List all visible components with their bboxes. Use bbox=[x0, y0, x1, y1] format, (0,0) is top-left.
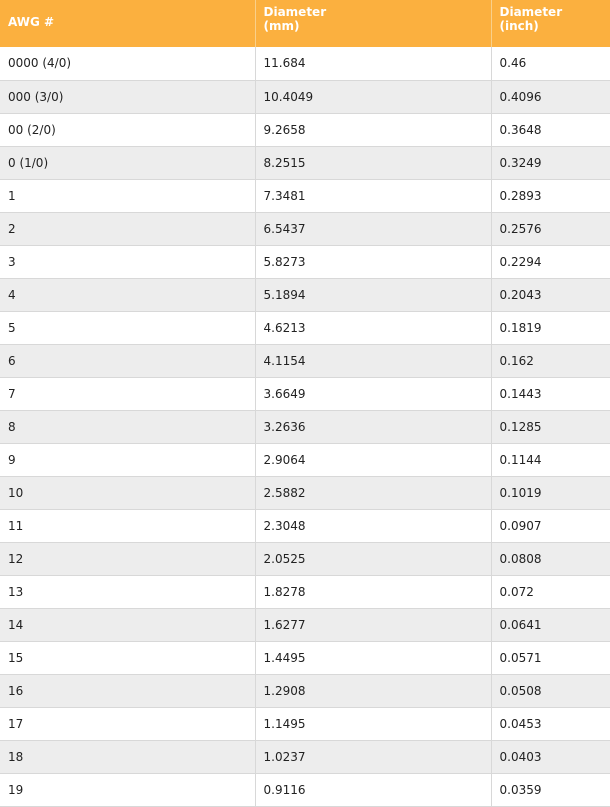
cell-diameter-inch: 0.1285 bbox=[491, 410, 610, 443]
cell-awg: 17 bbox=[0, 707, 255, 740]
cell-diameter-mm: 5.8273 bbox=[255, 245, 491, 278]
cell-awg: 10 bbox=[0, 476, 255, 509]
table-row bbox=[0, 179, 610, 212]
table-row bbox=[0, 278, 610, 311]
header-diameter-inch-line2: (inch) bbox=[499, 19, 539, 33]
cell-awg: 5 bbox=[0, 311, 255, 344]
cell-diameter-inch: 0.0359 bbox=[491, 773, 610, 806]
cell-diameter-inch: 0.0508 bbox=[491, 674, 610, 707]
cell-awg: 18 bbox=[0, 740, 255, 773]
table-row bbox=[0, 311, 610, 344]
table-row bbox=[0, 377, 610, 410]
cell-diameter-mm: 9.2658 bbox=[255, 113, 491, 146]
cell-diameter-inch: 0.1144 bbox=[491, 443, 610, 476]
cell-awg: 2 bbox=[0, 212, 255, 245]
table-row bbox=[0, 575, 610, 608]
cell-diameter-inch: 0.4096 bbox=[491, 80, 610, 113]
table-row bbox=[0, 641, 610, 674]
cell-awg: 3 bbox=[0, 245, 255, 278]
cell-awg: 11 bbox=[0, 509, 255, 542]
header-awg-label: AWG # bbox=[8, 14, 55, 29]
table-row bbox=[0, 476, 610, 509]
table-row bbox=[0, 608, 610, 641]
table-row bbox=[0, 80, 610, 113]
cell-awg: 4 bbox=[0, 278, 255, 311]
table-row bbox=[0, 146, 610, 179]
cell-diameter-inch: 0.0907 bbox=[491, 509, 610, 542]
cell-awg: 8 bbox=[0, 410, 255, 443]
cell-diameter-mm: 1.0237 bbox=[255, 740, 491, 773]
cell-diameter-inch: 0.2294 bbox=[491, 245, 610, 278]
table-row bbox=[0, 542, 610, 575]
cell-diameter-mm: 4.6213 bbox=[255, 311, 491, 344]
table-row bbox=[0, 344, 610, 377]
cell-awg: 16 bbox=[0, 674, 255, 707]
table-row bbox=[0, 509, 610, 542]
cell-diameter-mm: 1.4495 bbox=[255, 641, 491, 674]
table-row bbox=[0, 443, 610, 476]
cell-diameter-mm: 0.9116 bbox=[255, 773, 491, 806]
cell-diameter-inch: 0.3648 bbox=[491, 113, 610, 146]
cell-diameter-inch: 0.0403 bbox=[491, 740, 610, 773]
cell-diameter-mm: 6.5437 bbox=[255, 212, 491, 245]
cell-diameter-inch: 0.0571 bbox=[491, 641, 610, 674]
cell-awg: 19 bbox=[0, 773, 255, 806]
cell-diameter-inch: 0.0808 bbox=[491, 542, 610, 575]
header-diameter-mm-line2: (mm) bbox=[263, 19, 300, 33]
cell-diameter-inch: 0.2043 bbox=[491, 278, 610, 311]
table-row bbox=[0, 113, 610, 146]
cell-diameter-mm: 1.8278 bbox=[255, 575, 491, 608]
cell-diameter-inch: 0.0453 bbox=[491, 707, 610, 740]
table-row bbox=[0, 212, 610, 245]
table-header-row bbox=[0, 0, 610, 47]
cell-diameter-mm: 11.684 bbox=[255, 47, 491, 80]
cell-awg: 000 (3/0) bbox=[0, 80, 255, 113]
cell-diameter-mm: 8.2515 bbox=[255, 146, 491, 179]
table-row bbox=[0, 245, 610, 278]
cell-awg: 0 (1/0) bbox=[0, 146, 255, 179]
header-diameter-inch-line1: Diameter bbox=[499, 5, 563, 19]
cell-diameter-mm: 1.1495 bbox=[255, 707, 491, 740]
cell-diameter-inch: 0.1019 bbox=[491, 476, 610, 509]
cell-diameter-inch: 0.3249 bbox=[491, 146, 610, 179]
cell-diameter-mm: 10.4049 bbox=[255, 80, 491, 113]
table-row bbox=[0, 47, 610, 80]
header-diameter-mm-line1: Diameter bbox=[263, 5, 327, 19]
cell-diameter-inch: 0.1443 bbox=[491, 377, 610, 410]
cell-diameter-mm: 1.2908 bbox=[255, 674, 491, 707]
cell-diameter-inch: 0.162 bbox=[491, 344, 610, 377]
cell-diameter-mm: 2.9064 bbox=[255, 443, 491, 476]
cell-diameter-mm: 5.1894 bbox=[255, 278, 491, 311]
cell-diameter-inch: 0.2893 bbox=[491, 179, 610, 212]
cell-diameter-mm: 3.2636 bbox=[255, 410, 491, 443]
header-diameter-mm bbox=[255, 0, 491, 47]
table-row bbox=[0, 674, 610, 707]
cell-awg: 15 bbox=[0, 641, 255, 674]
table-row bbox=[0, 773, 610, 806]
cell-awg: 0000 (4/0) bbox=[0, 47, 255, 80]
cell-diameter-mm: 7.3481 bbox=[255, 179, 491, 212]
cell-diameter-inch: 0.1819 bbox=[491, 311, 610, 344]
cell-awg: 12 bbox=[0, 542, 255, 575]
cell-diameter-inch: 0.2576 bbox=[491, 212, 610, 245]
cell-awg: 13 bbox=[0, 575, 255, 608]
cell-diameter-mm: 2.3048 bbox=[255, 509, 491, 542]
cell-diameter-mm: 3.6649 bbox=[255, 377, 491, 410]
cell-diameter-mm: 4.1154 bbox=[255, 344, 491, 377]
cell-awg: 6 bbox=[0, 344, 255, 377]
cell-diameter-mm: 2.5882 bbox=[255, 476, 491, 509]
cell-awg: 9 bbox=[0, 443, 255, 476]
cell-awg: 14 bbox=[0, 608, 255, 641]
cell-diameter-mm: 1.6277 bbox=[255, 608, 491, 641]
cell-diameter-mm: 2.0525 bbox=[255, 542, 491, 575]
table-row bbox=[0, 410, 610, 443]
cell-awg: 1 bbox=[0, 179, 255, 212]
header-diameter-inch bbox=[491, 0, 610, 47]
cell-awg: 7 bbox=[0, 377, 255, 410]
cell-diameter-inch: 0.0641 bbox=[491, 608, 610, 641]
header-awg bbox=[0, 0, 255, 47]
table-row bbox=[0, 740, 610, 773]
cell-diameter-inch: 0.46 bbox=[491, 47, 610, 80]
cell-diameter-inch: 0.072 bbox=[491, 575, 610, 608]
table-row bbox=[0, 707, 610, 740]
cell-awg: 00 (2/0) bbox=[0, 113, 255, 146]
